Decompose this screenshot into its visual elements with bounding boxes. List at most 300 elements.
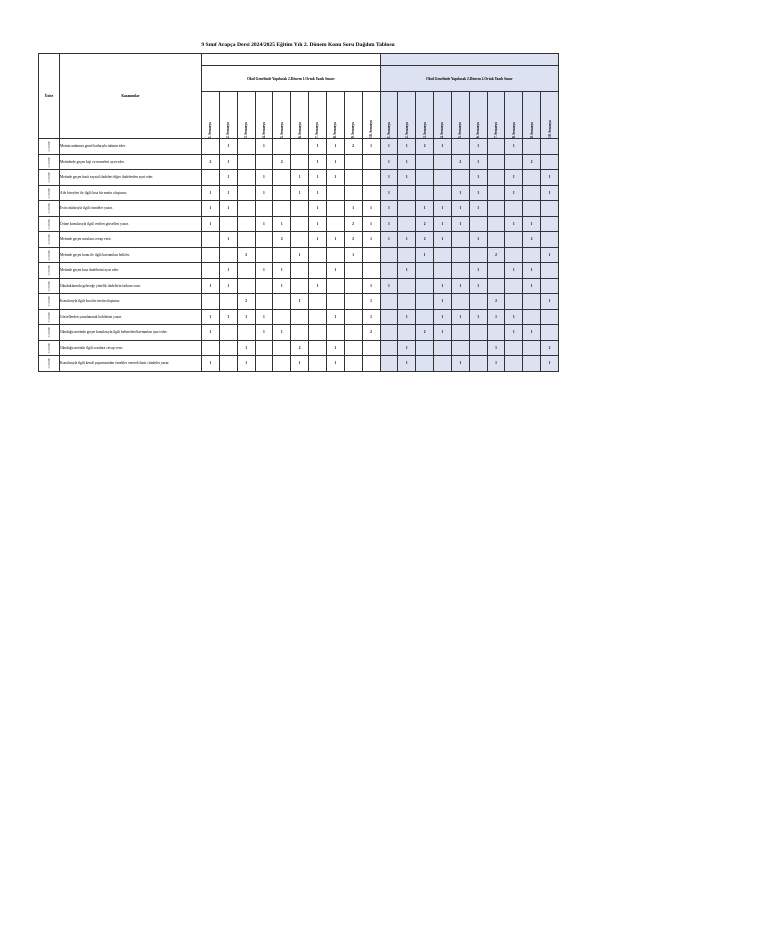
count-cell: 1: [541, 170, 559, 186]
scenario-header: [398, 92, 416, 139]
count-cell: [451, 247, 469, 263]
count-cell: [273, 340, 291, 356]
count-cell: [362, 170, 380, 186]
count-cell: [362, 247, 380, 263]
count-cell: [380, 309, 398, 325]
scenario-label: 8. Senaryo: [511, 121, 516, 138]
count-cell: 2: [202, 154, 220, 170]
count-cell: [273, 170, 291, 186]
count-cell: 1: [309, 216, 327, 232]
count-cell: 2: [344, 232, 362, 248]
count-cell: [416, 309, 434, 325]
count-cell: 2: [416, 325, 434, 341]
scenario-header: [523, 92, 541, 139]
count-cell: 1: [362, 278, 380, 294]
count-cell: [523, 309, 541, 325]
count-cell: [434, 247, 452, 263]
unit-cell: [39, 201, 60, 217]
outcome-cell: Görsellerden yararlanarak hobilerini yazar.: [60, 309, 202, 325]
count-cell: [362, 263, 380, 279]
unit-cell: [39, 263, 60, 279]
count-cell: 1: [505, 309, 523, 325]
count-cell: [255, 154, 273, 170]
count-cell: [380, 263, 398, 279]
count-cell: 1: [434, 232, 452, 248]
unit-label: 3.ÜNİTE: [47, 296, 51, 307]
count-cell: [505, 294, 523, 310]
table-row: [39, 247, 559, 263]
count-cell: 1: [309, 185, 327, 201]
count-cell: 1: [541, 356, 559, 372]
count-cell: 1: [309, 170, 327, 186]
table-row: [39, 139, 559, 155]
count-cell: [523, 294, 541, 310]
scenario-header: [487, 92, 505, 139]
count-cell: [451, 170, 469, 186]
count-cell: 1: [541, 185, 559, 201]
count-cell: [202, 294, 220, 310]
count-cell: 1: [380, 170, 398, 186]
table-row: [39, 216, 559, 232]
exam1-top-bar: [202, 54, 381, 66]
count-cell: [523, 139, 541, 155]
count-cell: 1: [255, 139, 273, 155]
count-cell: 1: [219, 185, 237, 201]
outcome-cell: Metinde geçen basit sayısal ifadeleri diğer ifadelerden ayırt eder.: [60, 170, 202, 186]
count-cell: 1: [326, 170, 344, 186]
count-cell: [541, 216, 559, 232]
count-cell: [523, 340, 541, 356]
count-cell: [237, 325, 255, 341]
count-cell: [326, 201, 344, 217]
count-cell: [309, 356, 327, 372]
outcome-cell: Ürüne konularıyla ilgili verilen görselleri yazar.: [60, 216, 202, 232]
count-cell: [487, 170, 505, 186]
exam2-header: Okul Genelinde Yapılacak 2.Dönem 2.Ortak Yazılı Sınav: [380, 66, 559, 92]
count-cell: [541, 309, 559, 325]
exam2-top-bar: [380, 54, 559, 66]
count-cell: [219, 356, 237, 372]
unit-label: 2.ÜNİTE: [47, 172, 51, 183]
outcome-cell: Aile bireyleri ile ilgili kısa bir metin oluşturur.: [60, 185, 202, 201]
count-cell: 1: [309, 154, 327, 170]
count-cell: 1: [202, 216, 220, 232]
count-cell: [309, 325, 327, 341]
scenario-label: 7. Senaryo: [315, 121, 320, 138]
unit-label: 3.ÜNİTE: [47, 327, 51, 338]
scenario-label: 10. Senaryo: [547, 120, 552, 138]
count-cell: [541, 278, 559, 294]
outcome-cell: Okuduklarında geleceğe yönelik ifadelerin farkına varır.: [60, 278, 202, 294]
count-cell: [255, 356, 273, 372]
count-cell: 1: [326, 139, 344, 155]
count-cell: [469, 247, 487, 263]
count-cell: 1: [326, 232, 344, 248]
count-cell: 1: [326, 309, 344, 325]
count-cell: [202, 139, 220, 155]
count-cell: 1: [523, 216, 541, 232]
count-cell: 1: [451, 201, 469, 217]
count-cell: 1: [273, 325, 291, 341]
scenario-header: [469, 92, 487, 139]
outcomes-header: Kazanımlar: [60, 54, 202, 139]
count-cell: [541, 201, 559, 217]
scenario-header: [434, 92, 452, 139]
count-cell: 1: [380, 185, 398, 201]
count-cell: [273, 139, 291, 155]
count-cell: 1: [344, 247, 362, 263]
count-cell: [255, 201, 273, 217]
scenario-header: [202, 92, 220, 139]
count-cell: 1: [398, 232, 416, 248]
count-cell: 1: [309, 139, 327, 155]
outcome-cell: Metinlerde geçen kişi ve nesneleri ayırt eder.: [60, 154, 202, 170]
count-cell: 2: [451, 154, 469, 170]
count-cell: [451, 263, 469, 279]
count-cell: [523, 185, 541, 201]
count-cell: 1: [469, 232, 487, 248]
count-cell: [505, 340, 523, 356]
count-cell: [541, 263, 559, 279]
count-cell: 1: [380, 139, 398, 155]
count-cell: [255, 232, 273, 248]
count-cell: 1: [326, 154, 344, 170]
count-cell: 1: [416, 201, 434, 217]
count-cell: [541, 232, 559, 248]
outcome-cell: Okuduğu metinle ilgili sorulara cevap verir.: [60, 340, 202, 356]
table-row: [39, 201, 559, 217]
count-cell: 1: [202, 278, 220, 294]
unit-cell: [39, 154, 60, 170]
count-cell: [487, 185, 505, 201]
count-cell: [487, 216, 505, 232]
count-cell: 1: [362, 294, 380, 310]
count-cell: [219, 247, 237, 263]
scenario-label: 6. Senaryo: [297, 121, 302, 138]
count-cell: 1: [202, 325, 220, 341]
count-cell: 2: [344, 216, 362, 232]
count-cell: [255, 340, 273, 356]
count-cell: [434, 340, 452, 356]
count-cell: 1: [398, 263, 416, 279]
unit-cell: [39, 185, 60, 201]
count-cell: 1: [291, 170, 309, 186]
count-cell: [380, 325, 398, 341]
count-cell: 2: [237, 247, 255, 263]
page-title: 9 Sınıf Arapça Dersi 2024/2025 Eğitim Yılı 2. Dönem Konu Soru Dağılım Tablosu: [201, 42, 395, 48]
count-cell: [469, 294, 487, 310]
count-cell: 1: [219, 278, 237, 294]
outcome-cell: Evin odalarıyla ilgili cümleler yazar.: [60, 201, 202, 217]
count-cell: [344, 185, 362, 201]
count-cell: [362, 154, 380, 170]
count-cell: [398, 216, 416, 232]
count-cell: [273, 356, 291, 372]
count-cell: [309, 263, 327, 279]
count-cell: [219, 294, 237, 310]
count-cell: 2: [291, 340, 309, 356]
count-cell: 1: [326, 356, 344, 372]
count-cell: [451, 325, 469, 341]
count-cell: [541, 325, 559, 341]
count-cell: 2: [237, 294, 255, 310]
count-cell: 2: [523, 232, 541, 248]
scenario-header: [219, 92, 237, 139]
scenario-header: [362, 92, 380, 139]
distribution-table: [38, 53, 559, 372]
scenario-label: 7. Senaryo: [493, 121, 498, 138]
unit-label: 3.ÜNİTE: [47, 234, 51, 245]
table-row: [39, 263, 559, 279]
unit-cell: [39, 170, 60, 186]
count-cell: 1: [362, 201, 380, 217]
count-cell: 1: [451, 309, 469, 325]
count-cell: 2: [416, 216, 434, 232]
count-cell: [434, 170, 452, 186]
unit-label: 3.ÜNİTE: [47, 358, 51, 369]
unit-header: Ünite: [39, 54, 60, 139]
unit-cell: [39, 356, 60, 372]
unit-cell: [39, 294, 60, 310]
count-cell: 1: [505, 325, 523, 341]
count-cell: 1: [469, 154, 487, 170]
count-cell: [487, 263, 505, 279]
count-cell: [237, 185, 255, 201]
count-cell: 1: [380, 216, 398, 232]
count-cell: 1: [451, 278, 469, 294]
count-cell: [326, 247, 344, 263]
table-row: [39, 309, 559, 325]
count-cell: [469, 216, 487, 232]
count-cell: [451, 340, 469, 356]
count-cell: [273, 309, 291, 325]
count-cell: [291, 201, 309, 217]
scenario-label: 4. Senaryo: [440, 121, 445, 138]
count-cell: 1: [398, 340, 416, 356]
count-cell: 1: [219, 201, 237, 217]
scenario-label: 5. Senaryo: [279, 121, 284, 138]
count-cell: 2: [523, 154, 541, 170]
count-cell: 1: [255, 216, 273, 232]
count-cell: [291, 263, 309, 279]
count-cell: 1: [202, 201, 220, 217]
count-cell: 1: [219, 170, 237, 186]
scenario-label: 2. Senaryo: [226, 121, 231, 138]
count-cell: [344, 356, 362, 372]
outcome-cell: Metinde geçen konu ile ilgili kavramları belirler.: [60, 247, 202, 263]
count-cell: [398, 278, 416, 294]
scenario-header: [380, 92, 398, 139]
scenario-header: [344, 92, 362, 139]
count-cell: [291, 232, 309, 248]
count-cell: 1: [523, 278, 541, 294]
table-body: [39, 139, 559, 372]
count-cell: [469, 356, 487, 372]
count-cell: [326, 185, 344, 201]
count-cell: [416, 340, 434, 356]
scenario-label: 3. Senaryo: [422, 121, 427, 138]
scenario-label: 8. Senaryo: [333, 121, 338, 138]
count-cell: 1: [505, 139, 523, 155]
count-cell: [451, 294, 469, 310]
count-cell: 1: [469, 185, 487, 201]
count-cell: 1: [469, 201, 487, 217]
count-cell: 2: [416, 139, 434, 155]
count-cell: [237, 139, 255, 155]
count-cell: [451, 139, 469, 155]
count-cell: 1: [541, 247, 559, 263]
count-cell: [362, 356, 380, 372]
count-cell: [469, 340, 487, 356]
unit-cell: [39, 278, 60, 294]
count-cell: 1: [469, 170, 487, 186]
count-cell: 1: [487, 309, 505, 325]
count-cell: [398, 294, 416, 310]
count-cell: [255, 247, 273, 263]
count-cell: 1: [505, 216, 523, 232]
table-row: [39, 325, 559, 341]
count-cell: [291, 216, 309, 232]
scenario-label: 5. Senaryo: [458, 121, 463, 138]
count-cell: [416, 263, 434, 279]
count-cell: [398, 201, 416, 217]
count-cell: [487, 154, 505, 170]
scenario-header: [416, 92, 434, 139]
count-cell: 1: [291, 247, 309, 263]
count-cell: 1: [416, 247, 434, 263]
unit-cell: [39, 232, 60, 248]
count-cell: [291, 325, 309, 341]
unit-label: 2.ÜNİTE: [47, 156, 51, 167]
count-cell: 1: [469, 278, 487, 294]
count-cell: 2: [416, 232, 434, 248]
count-cell: [380, 247, 398, 263]
count-cell: [273, 294, 291, 310]
table-row: [39, 170, 559, 186]
unit-label: 3.ÜNİTE: [47, 218, 51, 229]
count-cell: 1: [202, 185, 220, 201]
count-cell: [273, 201, 291, 217]
count-cell: [434, 185, 452, 201]
count-cell: [344, 278, 362, 294]
count-cell: [434, 263, 452, 279]
table-row: [39, 154, 559, 170]
count-cell: [362, 340, 380, 356]
count-cell: [255, 278, 273, 294]
scenario-label: 9. Senaryo: [351, 121, 356, 138]
count-cell: 1: [451, 185, 469, 201]
count-cell: 1: [380, 232, 398, 248]
count-cell: 1: [469, 309, 487, 325]
count-cell: [398, 325, 416, 341]
count-cell: 1: [451, 356, 469, 372]
count-cell: [326, 294, 344, 310]
count-cell: 2: [487, 247, 505, 263]
scenario-header: [237, 92, 255, 139]
count-cell: 1: [326, 263, 344, 279]
unit-label: 3.ÜNİTE: [47, 249, 51, 260]
count-cell: [380, 294, 398, 310]
count-cell: 1: [434, 216, 452, 232]
count-cell: [416, 154, 434, 170]
unit-label: 3.ÜNİTE: [47, 187, 51, 198]
scenario-header: [505, 92, 523, 139]
scenario-header: [541, 92, 559, 139]
outcome-cell: Konularıyla ilgili kendi yaşantısından örnekler vererek basit cümleler yazar.: [60, 356, 202, 372]
count-cell: [380, 356, 398, 372]
count-cell: 1: [362, 139, 380, 155]
scenario-header: [273, 92, 291, 139]
count-cell: [202, 263, 220, 279]
count-cell: [291, 139, 309, 155]
unit-label: 3.ÜNİTE: [47, 280, 51, 291]
count-cell: [237, 154, 255, 170]
count-cell: 1: [291, 294, 309, 310]
outcome-cell: Metinde geçen kısa ifadelerini ayırt eder.: [60, 263, 202, 279]
count-cell: [309, 340, 327, 356]
count-cell: 1: [255, 325, 273, 341]
count-cell: 1: [434, 294, 452, 310]
count-cell: [237, 278, 255, 294]
count-cell: [344, 294, 362, 310]
count-cell: [309, 309, 327, 325]
count-cell: [273, 247, 291, 263]
scenario-label: 2. Senaryo: [404, 121, 409, 138]
scenario-label: 9. Senaryo: [529, 121, 534, 138]
unit-label: 3.ÜNİTE: [47, 311, 51, 322]
count-cell: [505, 201, 523, 217]
count-cell: 1: [202, 356, 220, 372]
count-cell: 1: [505, 170, 523, 186]
count-cell: 1: [309, 201, 327, 217]
count-cell: 1: [255, 170, 273, 186]
count-cell: 1: [273, 278, 291, 294]
count-cell: [326, 216, 344, 232]
count-cell: [523, 356, 541, 372]
scenario-header: [309, 92, 327, 139]
count-cell: 2: [273, 232, 291, 248]
count-cell: [505, 232, 523, 248]
count-cell: 1: [487, 356, 505, 372]
count-cell: 1: [523, 325, 541, 341]
unit-cell: [39, 247, 60, 263]
count-cell: [416, 185, 434, 201]
count-cell: [237, 201, 255, 217]
count-cell: [309, 294, 327, 310]
outcome-cell: Konularıyla ilgili kısa bir metin oluşturur.: [60, 294, 202, 310]
unit-cell: [39, 325, 60, 341]
count-cell: 1: [398, 139, 416, 155]
table-row: [39, 232, 559, 248]
count-cell: [451, 232, 469, 248]
count-cell: [487, 325, 505, 341]
unit-label: 2.ÜNİTE: [47, 141, 51, 152]
count-cell: 1: [219, 309, 237, 325]
count-cell: [237, 170, 255, 186]
count-cell: 1: [255, 185, 273, 201]
scenario-label: 10. Senaryo: [369, 120, 374, 138]
count-cell: 1: [523, 263, 541, 279]
count-cell: 1: [219, 263, 237, 279]
count-cell: [344, 325, 362, 341]
count-cell: 1: [487, 340, 505, 356]
count-cell: 1: [380, 154, 398, 170]
count-cell: [291, 309, 309, 325]
count-cell: [291, 278, 309, 294]
exam1-header: Okul Genelinde Yapılacak 2.Dönem 1.Ortak Yazılı Sınavı: [202, 66, 381, 92]
count-cell: [487, 139, 505, 155]
count-cell: [237, 216, 255, 232]
